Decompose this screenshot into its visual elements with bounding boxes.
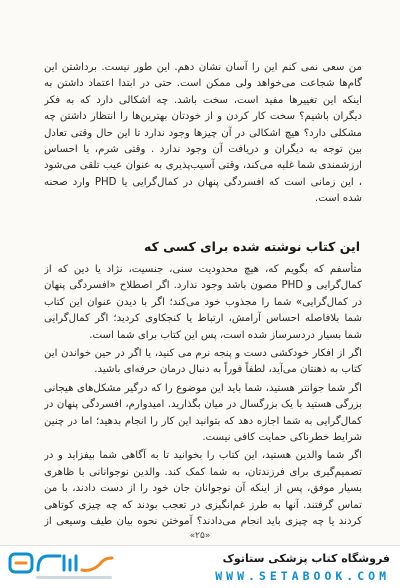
setabook-logo[interactable] bbox=[8, 550, 118, 584]
setabook-logo-icon bbox=[8, 550, 118, 584]
section-body bbox=[44, 262, 362, 532]
section-paragraph-1: متأسفم که بگویم که، هیچ محدودیت سنی، جنسیت، نژاد یا دین که از کمال‌گرایی و PHD مصون باشد وجود ندارد. اگر اصطلاح «افسردگی پنهان در کمال‌گرایی» شما را مجذوب خود می‌کند؛ اگر با دیدن عنوان این کتاب شما بلافاصله احساس آرامش، ارتباط یا کنجکاوی کردید؛ اگر کمال‌گرایی شما بسیار دردسرساز شده است، پس این کتاب برای شما است. bbox=[44, 264, 362, 341]
paragraph-top-text: من سعی نمی کنم این را آسان نشان دهم. این طور نیست. برداشتن این گام‌ها شجاعت می‌خواهد ولی ممکن است. حتی در ابتدا اعتماد داشتن به اینکه این تغییرها مفید است، سخت باشد. چه اشکالی دارد که به فکر دیگران باشیم؟ سخت کار کردن و از خودتان بهترین‌ها را انتظار داشتن چه مشکلی دارد؟ هیچ اشکالی در آن چیزها وجود ندارد تا این حال وقتی تعادل بین توجه به دیگران و دریافت آن وجود ندارد . وقتی شرم، یا احساس ارزشمندی شما غلبه می‌کند، وقتی آسیب‌پذیری به عنوان عیب تلقی می‌شود ، این زمانی است که افسردگی پنهان در کمال‌گرایی یا PHD وارد صحنه شده است. bbox=[44, 62, 362, 205]
store-footer bbox=[0, 545, 400, 588]
section-paragraph-2: اگر از افکار خودکشی دست و پنجه نرم می کنید، یا اگر در حین خواندن این کتاب به ذهنتان می‌آید، لطفاً فوراً به دنبال درمان حرفه‌ای باشید. bbox=[44, 348, 362, 376]
section-paragraph-3: اگر شما جوانتر هستید، شما باید این موضوع را که درگیر مشکل‌های هیجانی بزرگی هستید با یک بزرگسال در میان بگذارید. امیدوارم، افسردگی پنهان در کمال‌گرایی به شما اجازه دهد که بتوانید این کار را انجام بدهید؛ اما در چنین شرایط خطرناکی حمایت کافی نیست. bbox=[44, 382, 362, 444]
page-number: «۲۵» bbox=[189, 531, 211, 541]
store-url-link[interactable]: WWW.SETABOOK.COM bbox=[215, 569, 390, 583]
store-name: فروشگاه کتاب پزشکی ستاتوک bbox=[222, 552, 390, 565]
section-paragraph-4: اگر شما والدین هستید، این کتاب را بخوانید تا به آگاهی شما بیفزاید و در تصمیم‌گیری برای فرزندتان، به شما کمک کند. والدین نوجوانانی با ظاهری بسیار موفق، پس از اینکه آن نوجوانان جان خود را از دست دادند، با من تماس گرفتند. آنها به طرز غم‌انگیزی در تعجب بودند که چه چیزی کوتاهی کردند یا چه چیزی باید انجام می‌دادند؟ آموختن نحوه بیان طیف وسیعی از bbox=[44, 450, 362, 528]
section-heading: این کتاب نوشته شده برای کسی که bbox=[143, 239, 360, 254]
paragraph-top bbox=[44, 60, 362, 222]
